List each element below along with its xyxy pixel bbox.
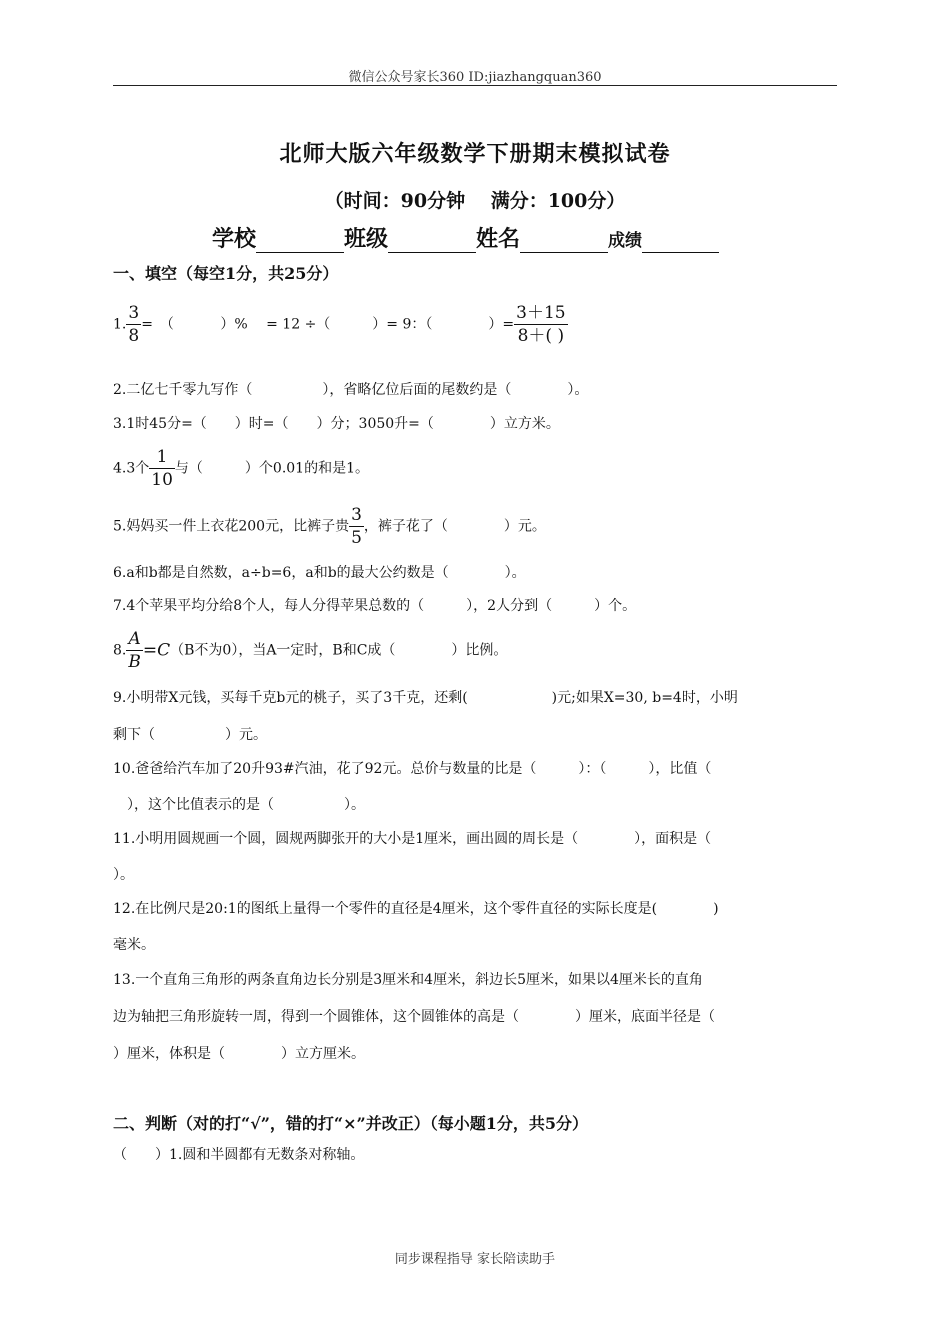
question-5: 5.妈妈买一件上衣花200元，比裤子贵 $\frac{3}{5}$ ，裤子花了（ ）元。 [113,505,546,548]
fraction-a-b: $\frac{A}{B}$ [128,629,141,672]
question-6: 6.a和b都是自然数，a÷b=6，a和b的最大公约数是（ ）。 [113,565,526,581]
page-header: 微信公众号家长360 ID:jiazhangquan360 [348,70,602,85]
question-12-line-2: 毫米。 [113,937,155,953]
fraction-1-10: $\frac{1}{10}$ [151,447,173,490]
fraction-3-5: $\frac{3}{5}$ [351,505,362,548]
name-label: 姓名 [476,226,521,252]
exam-info: （时间：90分钟 满分：100分） [324,190,626,212]
question-13-line-2: 边为轴把三角形旋转一周，得到一个圆锥体，这个圆锥体的高是（ ）厘米，底面半径是（ [113,1009,715,1025]
question-8: 8. $\frac{A}{B}$ =C（B不为0），当A一定时，B和C成（ ）比例。 [113,629,508,672]
page-title: 北师大版六年级数学下册期末模拟试卷 [279,141,671,167]
class-label: 班级 [344,226,389,252]
question-10-line-1: 10.爸爸给汽车加了20升93#汽油，花了92元。总价与数量的比是（ ）：（ ），比值（ [113,761,712,777]
question-1: 1. $\frac{3}{8}$ = （ ）% = 12 ÷（ ）= 9：（ ）= $\frac{3+15}{8+( )}$ [113,303,566,346]
class-blank [388,228,476,253]
question-2: 2.二亿七千零九写作（ ），省略亿位后面的尾数约是（ ）。 [113,382,589,398]
question-12-line-1: 12.在比例尺是20:1的图纸上量得一个零件的直径是4厘米，这个零件直径的实际长度是( ) [113,901,719,917]
student-info-line [212,222,719,253]
question-9-line-1: 9.小明带X元钱，买每千克b元的桃子，买了3千克，还剩( )元;如果X=30, b=4时，小明 [113,690,738,706]
header-rule [113,85,837,86]
fraction-3-8: $\frac{3}{8}$ [128,303,140,346]
question-13-line-1: 13.一个直角三角形的两条直角边长分别是3厘米和4厘米，斜边长5厘米，如果以4厘米长的直角 [113,972,703,988]
question-13-line-3: ）厘米，体积是（ ）立方厘米。 [113,1046,365,1062]
fraction-3plus15: $\frac{3+15}{8+( )}$ [516,303,566,346]
name-blank [520,228,608,253]
section-1-heading: 一、填空（每空1分，共25分） [113,264,339,283]
school-blank [256,228,344,253]
score-label: 成绩 [608,231,643,251]
section-2-heading: 二、判断（对的打“√”，错的打“×”并改正）（每小题1分，共5分） [113,1114,589,1133]
question-3: 3.1时45分=（ ）时=（ ）分；3050升=（ ）立方米。 [113,416,560,432]
question-4: 4.3个 $\frac{1}{10}$ 与（ ）个0.01的和是1。 [113,447,369,490]
question-11-line-2: ）。 [113,867,134,883]
judgment-1: （ ）1.圆和半圆都有无数条对称轴。 [113,1147,365,1163]
page-footer: 同步课程指导 家长陪读助手 [394,1252,556,1267]
school-label: 学校 [212,226,257,252]
question-7: 7.4个苹果平均分给8个人，每人分得苹果总数的（ ），2人分到（ ）个。 [113,598,637,614]
question-9-line-2: 剩下（ ）元。 [113,727,267,743]
question-10-line-2: ），这个比值表示的是（ ）。 [113,797,365,813]
question-11-line-1: 11.小明用圆规画一个圆，圆规两脚张开的大小是1厘米，画出圆的周长是（ ），面积是（ [113,831,712,847]
score-blank [642,228,719,253]
